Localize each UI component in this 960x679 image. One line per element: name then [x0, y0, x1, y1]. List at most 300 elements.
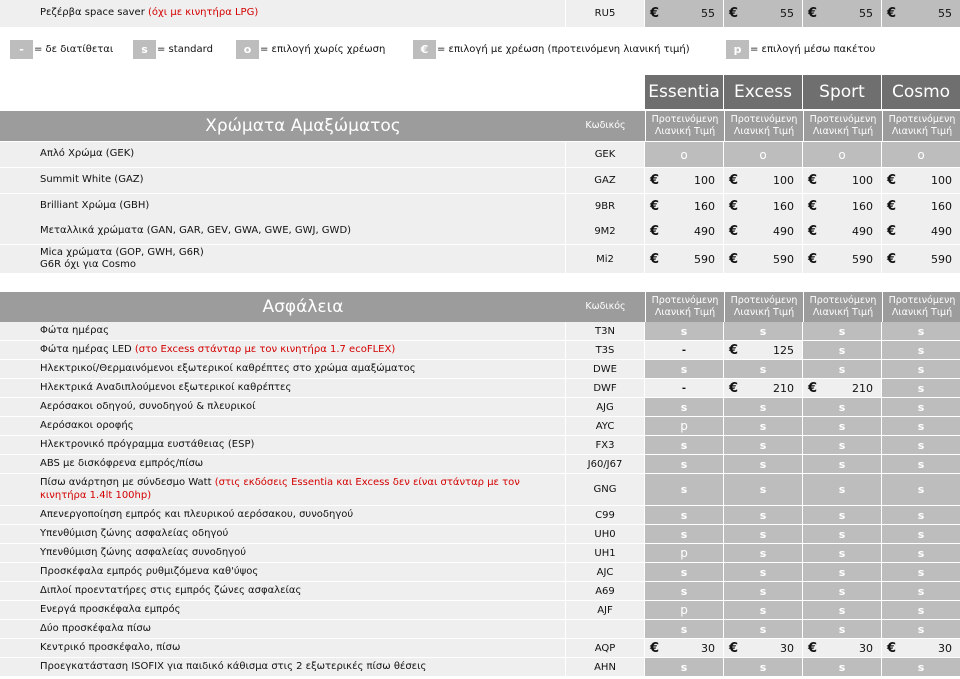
value-cell: [803, 582, 882, 600]
option-mark: s: [917, 381, 925, 395]
price-header: Προτεινόμενη Λιανική Τιμή: [882, 292, 960, 322]
option-mark: s: [759, 400, 767, 414]
value-cell: [724, 455, 803, 473]
value-cell: [882, 322, 960, 340]
option-mark: s: [680, 622, 688, 636]
value-cell: [882, 194, 960, 219]
price-value: 590: [694, 252, 715, 266]
row-description-text: [40, 439, 254, 452]
euro-icon: €: [729, 224, 739, 239]
price-header: Προτεινόμενη Λιανική Τιμή: [882, 111, 960, 141]
price-header: Προτεινόμενη Λιανική Τιμή: [724, 111, 803, 141]
option-mark: p: [680, 419, 688, 433]
row-description-text: [40, 642, 180, 655]
value-cell: [645, 360, 724, 378]
row-description-text: [40, 509, 353, 522]
value-cell: [882, 563, 960, 581]
value-cell: [724, 0, 803, 27]
option-mark: s: [838, 400, 846, 414]
row-description-text: [40, 623, 151, 636]
row-label: Διπλοί προεντατήρες στις εμπρός ζώνες ασφαλείας: [40, 584, 302, 596]
row-code: A69: [566, 582, 645, 600]
price-value: 55: [938, 7, 952, 20]
row-description-text: [40, 547, 246, 560]
option-mark: s: [917, 508, 925, 522]
value-cell: [803, 322, 882, 340]
table-row: [0, 506, 960, 524]
row-label: Υπενθύμιση ζώνης ασφαλείας συνοδηγού: [40, 546, 246, 558]
row-code: T3S: [566, 341, 645, 359]
value-cell: [882, 417, 960, 435]
option-mark: s: [917, 527, 925, 541]
value-cell: [724, 194, 803, 219]
value-cell: [882, 341, 960, 359]
row-code: UH0: [566, 525, 645, 543]
option-mark: s: [838, 565, 846, 579]
option-mark: s: [680, 584, 688, 598]
value-cell: [803, 142, 882, 167]
option-mark: s: [759, 438, 767, 452]
option-mark: s: [759, 565, 767, 579]
row-description: [0, 360, 566, 378]
option-mark: s: [838, 483, 846, 496]
price-header: Προτεινόμενη Λιανική Τιμή: [803, 111, 882, 141]
row-description-text: [40, 200, 149, 213]
row-description-text: [40, 382, 291, 395]
euro-icon: €: [729, 173, 739, 188]
row-label: Summit White (GAZ): [40, 174, 144, 186]
price-value: 125: [773, 343, 794, 357]
value-cell: [645, 194, 724, 219]
value-cell: [645, 506, 724, 524]
row-description-text: [40, 477, 565, 502]
price-value: 55: [701, 7, 715, 20]
value-cell: [645, 142, 724, 167]
row-label: Ενεργά προσκέφαλα εμπρός: [40, 603, 181, 615]
row-note: (στις εκδόσεις Essentia και Excess δεν είναι στάνταρ με τον κινητήρα 1.4lt 100hp): [40, 477, 520, 501]
value-cell: [724, 398, 803, 416]
option-mark: p: [680, 603, 688, 617]
row-description-text: [40, 174, 144, 187]
value-cell: [803, 506, 882, 524]
value-cell: [724, 142, 803, 167]
option-mark: o: [759, 147, 767, 162]
price-header: Προτεινόμενη Λιανική Τιμή: [645, 292, 724, 322]
value-cell: [882, 582, 960, 600]
price-value: 30: [938, 641, 952, 655]
row-label: Κεντρικό προσκέφαλο, πίσω: [40, 641, 181, 653]
option-mark: s: [680, 565, 688, 579]
row-label: Αερόσακοι οδηγού, συνοδηγού & πλευρικοί: [40, 400, 256, 412]
row-description-text: [40, 528, 228, 541]
value-cell: [645, 525, 724, 543]
value-cell: [882, 474, 960, 505]
value-cell: [803, 379, 882, 397]
table-row: [0, 455, 960, 473]
legend-chip: €: [413, 40, 436, 59]
value-cell: [803, 474, 882, 505]
euro-icon: €: [887, 199, 897, 214]
row-label: ABS με δισκόφρενα εμπρός/πίσω: [40, 457, 204, 469]
table-row: [0, 544, 960, 562]
row-code: 9M2: [566, 219, 645, 244]
value-cell: [724, 436, 803, 454]
value-cell: [724, 168, 803, 193]
spare-wheel-row: [0, 0, 960, 27]
value-cell: [645, 563, 724, 581]
euro-icon: €: [887, 173, 897, 188]
value-cell: [724, 620, 803, 638]
section-title: Χρώματα Αμαξώματος: [205, 116, 401, 136]
row-description: [0, 563, 566, 581]
row-description-text: [40, 7, 258, 20]
row-code: C99: [566, 506, 645, 524]
price-value: 100: [931, 174, 952, 187]
value-cell: [724, 341, 803, 359]
table-row: [0, 658, 960, 676]
not-available-mark: -: [681, 382, 687, 394]
table-row: [0, 142, 960, 167]
value-cell: [882, 601, 960, 619]
row-code: GNG: [566, 474, 645, 505]
row-description-text: [40, 585, 301, 598]
price-value: 490: [773, 225, 794, 238]
code-header: Κωδικός: [585, 120, 626, 132]
value-cell: [882, 658, 960, 676]
price-value: 590: [852, 252, 873, 266]
value-cell: [882, 219, 960, 244]
option-mark: s: [917, 546, 925, 560]
option-mark: s: [680, 527, 688, 541]
row-description: [0, 168, 566, 193]
value-cell: [645, 379, 724, 397]
price-value: 490: [852, 225, 873, 238]
price-value: 30: [701, 641, 715, 655]
value-cell: [645, 0, 724, 27]
price-value: 160: [852, 200, 873, 213]
value-cell: [882, 379, 960, 397]
row-description: [0, 142, 566, 167]
row-description: [0, 639, 566, 657]
value-cell: [803, 168, 882, 193]
option-mark: s: [680, 438, 688, 452]
price-value: 100: [694, 174, 715, 187]
value-cell: [724, 506, 803, 524]
value-cell: [803, 360, 882, 378]
value-cell: [882, 525, 960, 543]
trim-header: Cosmo: [882, 75, 960, 109]
euro-icon: €: [808, 173, 818, 188]
row-label: Ηλεκτρικά Αναδιπλούμενοι εξωτερικοί καθρέπτες: [40, 381, 292, 393]
table-row: [0, 474, 960, 505]
row-description: [0, 455, 566, 473]
value-cell: [803, 639, 882, 657]
row-description: [0, 474, 566, 505]
row-code: AJC: [566, 563, 645, 581]
value-cell: [645, 544, 724, 562]
table-row: [0, 379, 960, 397]
row-code: T3N: [566, 322, 645, 340]
legend-text: = επιλογή με χρέωση (προτεινόμενη λιανική τιμή): [437, 44, 690, 55]
row-label: Υπενθύμιση ζώνης ασφαλείας οδηγού: [40, 527, 229, 539]
row-description: [0, 322, 566, 340]
row-code: AJF: [566, 601, 645, 619]
table-row: [0, 168, 960, 193]
row-label: Ηλεκτρονικό πρόγραμμα ευστάθειας (ESP): [40, 438, 255, 450]
euro-icon: €: [808, 380, 818, 396]
row-description: [0, 194, 566, 219]
row-description: [0, 544, 566, 562]
value-cell: [882, 620, 960, 638]
row-code: J60/J67: [566, 455, 645, 473]
price-value: 30: [780, 641, 794, 655]
value-cell: [882, 506, 960, 524]
value-cell: [803, 0, 882, 27]
euro-icon: €: [729, 640, 739, 656]
row-label: Μεταλλικά χρώματα (GAN, GAR, GEV, GWA, GWE, GWJ, GWD): [40, 225, 352, 237]
row-description-text: [40, 325, 109, 338]
euro-icon: €: [729, 251, 739, 267]
table-row: [0, 601, 960, 619]
price-value: 55: [780, 7, 794, 20]
value-cell: [724, 639, 803, 657]
option-mark: s: [838, 438, 846, 452]
row-code: UH1: [566, 544, 645, 562]
value-cell: [803, 525, 882, 543]
option-mark: p: [680, 546, 688, 560]
row-description-text: [40, 363, 416, 376]
option-mark: s: [838, 419, 846, 433]
value-cell: [645, 219, 724, 244]
price-value: 590: [931, 252, 952, 266]
option-mark: s: [838, 508, 846, 522]
row-label: Αερόσακοι οροφής: [40, 419, 134, 431]
row-description: [0, 582, 566, 600]
option-mark: s: [917, 660, 925, 674]
row-label: Ρεζέρβα space saver: [40, 7, 148, 19]
value-cell: [803, 658, 882, 676]
option-mark: s: [838, 527, 846, 541]
row-label: Απενεργοποίηση εμπρός και πλευρικού αερόσακου, συνοδηγού: [40, 508, 354, 520]
value-cell: [882, 639, 960, 657]
euro-icon: €: [650, 224, 660, 239]
option-mark: s: [917, 603, 925, 617]
row-code: DWE: [566, 360, 645, 378]
code-header: Κωδικός: [585, 301, 626, 313]
row-code: FX3: [566, 436, 645, 454]
row-label: Φώτα ημέρας: [40, 324, 109, 336]
table-row: [0, 525, 960, 543]
value-cell: [724, 219, 803, 244]
row-description-text: [40, 604, 180, 617]
row-description: [0, 379, 566, 397]
value-cell: [803, 563, 882, 581]
trim-header: Essentia: [645, 75, 724, 109]
option-mark: s: [759, 324, 767, 338]
row-description-text: [40, 247, 204, 272]
row-label: Ηλεκτρικοί/Θερμαινόμενοι εξωτερικοί καθρέπτες στο χρώμα αμαξώματος: [40, 362, 416, 374]
row-description: [0, 417, 566, 435]
price-header: Προτεινόμενη Λιανική Τιμή: [724, 292, 803, 322]
option-mark: o: [680, 147, 688, 162]
euro-icon: €: [887, 640, 897, 656]
euro-icon: €: [650, 6, 660, 21]
price-value: 210: [852, 381, 873, 395]
price-value: 30: [859, 641, 873, 655]
value-cell: [882, 168, 960, 193]
value-cell: [882, 436, 960, 454]
price-header: Προτεινόμενη Λιανική Τιμή: [645, 111, 724, 141]
value-cell: [724, 379, 803, 397]
row-label: Mica χρώματα (GOP, GWH, G6R) G6R όχι για Cosmo: [40, 246, 204, 270]
value-cell: [803, 194, 882, 219]
legend-chip: -: [10, 40, 33, 59]
row-description: [0, 245, 566, 273]
option-mark: s: [917, 343, 925, 357]
option-mark: s: [680, 483, 688, 496]
value-cell: [882, 398, 960, 416]
option-mark: s: [759, 603, 767, 617]
row-description-text: [40, 148, 134, 161]
legend-text: = επιλογή μέσω πακέτου: [750, 44, 876, 55]
value-cell: [724, 582, 803, 600]
table-row: [0, 436, 960, 454]
price-value: 210: [773, 381, 794, 395]
row-description-text: [40, 661, 426, 674]
option-mark: s: [838, 660, 846, 674]
price-header: Προτεινόμενη Λιανική Τιμή: [803, 292, 882, 322]
option-mark: s: [917, 400, 925, 414]
row-description: [0, 341, 566, 359]
option-mark: s: [838, 584, 846, 598]
option-mark: o: [838, 147, 846, 162]
value-cell: [724, 563, 803, 581]
value-cell: [803, 417, 882, 435]
euro-icon: €: [887, 6, 897, 21]
value-cell: [724, 322, 803, 340]
euro-icon: €: [729, 380, 739, 396]
option-mark: s: [759, 527, 767, 541]
row-description-text: [40, 401, 256, 414]
row-description: [0, 525, 566, 543]
row-label: Απλό Χρώμα (GEK): [40, 148, 135, 160]
row-label: Φώτα ημέρας LED: [40, 343, 135, 355]
option-mark: s: [838, 603, 846, 617]
row-code: GEK: [566, 142, 645, 167]
row-code: AJG: [566, 398, 645, 416]
value-cell: [645, 322, 724, 340]
option-mark: s: [917, 622, 925, 636]
table-row: [0, 245, 960, 273]
value-cell: [645, 455, 724, 473]
option-mark: s: [917, 419, 925, 433]
table-row: [0, 322, 960, 340]
legend-chip: p: [726, 40, 749, 59]
euro-icon: €: [887, 224, 897, 239]
row-code: RU5: [566, 0, 645, 27]
row-description: [0, 620, 566, 638]
row-description: [0, 601, 566, 619]
option-mark: s: [680, 324, 688, 338]
value-cell: [724, 544, 803, 562]
value-cell: [645, 658, 724, 676]
row-code: [566, 620, 645, 638]
option-mark: s: [759, 457, 767, 471]
row-label: Brilliant Χρώμα (GBH): [40, 200, 150, 212]
row-description: [0, 658, 566, 676]
legend-text: = δε διατίθεται: [34, 44, 114, 55]
option-mark: s: [838, 362, 846, 376]
value-cell: [803, 436, 882, 454]
table-row: [0, 582, 960, 600]
row-description: [0, 436, 566, 454]
row-description-text: [40, 566, 258, 579]
not-available-mark: -: [681, 344, 687, 356]
legend-text: = standard: [157, 44, 213, 55]
row-label: Δύο προσκέφαλα πίσω: [40, 622, 152, 634]
option-mark: s: [917, 584, 925, 598]
euro-icon: €: [808, 224, 818, 239]
row-description-text: [40, 225, 351, 238]
trim-header: Sport: [803, 75, 882, 109]
value-cell: [645, 474, 724, 505]
table-row: [0, 620, 960, 638]
euro-icon: €: [729, 199, 739, 214]
option-mark: s: [838, 343, 846, 357]
row-code: GAZ: [566, 168, 645, 193]
table-row: [0, 194, 960, 219]
row-code: DWF: [566, 379, 645, 397]
euro-icon: €: [650, 199, 660, 214]
value-cell: [803, 245, 882, 273]
value-cell: [803, 341, 882, 359]
price-value: 590: [773, 252, 794, 266]
price-value: 160: [694, 200, 715, 213]
option-mark: s: [759, 419, 767, 433]
price-value: 160: [931, 200, 952, 213]
price-value: 490: [931, 225, 952, 238]
price-value: 160: [773, 200, 794, 213]
option-mark: s: [838, 622, 846, 636]
euro-icon: €: [729, 6, 739, 21]
option-mark: s: [838, 457, 846, 471]
row-description: [0, 0, 566, 27]
trim-header: Excess: [724, 75, 803, 109]
value-cell: [645, 582, 724, 600]
table-row: [0, 219, 960, 244]
option-mark: s: [759, 508, 767, 522]
option-mark: s: [759, 660, 767, 674]
euro-icon: €: [808, 199, 818, 214]
value-cell: [724, 360, 803, 378]
value-cell: [803, 601, 882, 619]
euro-icon: €: [650, 251, 660, 267]
option-mark: s: [759, 362, 767, 376]
row-code: AYC: [566, 417, 645, 435]
row-label: Προεγκατάσταση ISOFIX για παιδικό κάθισμα στις 2 εξωτερικές πίσω θέσεις: [40, 660, 427, 672]
option-mark: o: [917, 147, 925, 162]
value-cell: [803, 620, 882, 638]
value-cell: [882, 544, 960, 562]
section-title: Ασφάλεια: [262, 297, 344, 317]
row-code: 9BR: [566, 194, 645, 219]
value-cell: [882, 0, 960, 27]
value-cell: [645, 639, 724, 657]
value-cell: [882, 142, 960, 167]
option-mark: s: [917, 483, 925, 496]
row-description: [0, 398, 566, 416]
option-mark: s: [680, 457, 688, 471]
